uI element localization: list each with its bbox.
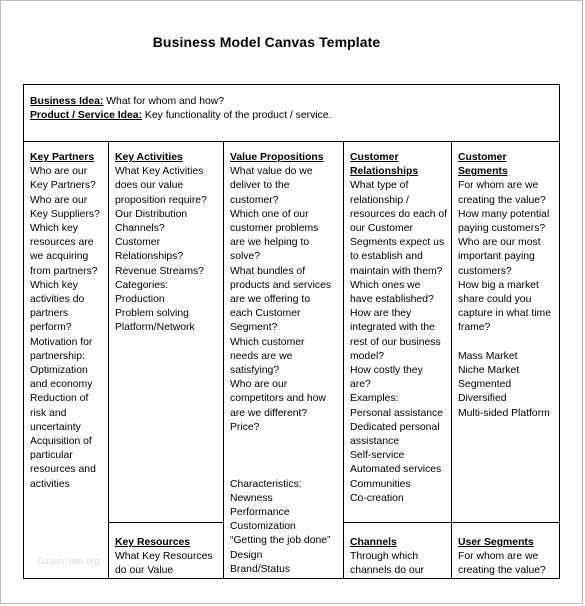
text-line: Which key (30, 279, 78, 291)
text-line: Which one of our (230, 208, 309, 220)
text-line (230, 449, 341, 463)
text-line: do our Value (115, 565, 174, 577)
key-partners-title: Key Partners (30, 152, 95, 163)
text-line: assistance (350, 436, 400, 448)
text-line: Problem solving (115, 308, 189, 320)
text-line: How are they (350, 308, 412, 320)
text-line: Segment? (230, 322, 278, 334)
text-line: Characteristics: (230, 478, 302, 490)
text-line: paying customers? (458, 223, 546, 235)
text-line: are we different? (230, 407, 308, 419)
text-line: maintain with them? (350, 265, 443, 277)
business-idea-label: Business Idea: (30, 96, 104, 107)
business-idea-row (30, 95, 559, 109)
product-idea-label: Product / Service Idea: (30, 110, 143, 121)
key-partners-section (24, 142, 108, 578)
text-line (230, 435, 341, 449)
text-line: competitors and how (230, 393, 326, 405)
value-propositions-title: Value Propositions (230, 152, 324, 163)
text-line: Motivation for (30, 336, 93, 348)
text-line: Customization (230, 521, 296, 533)
text-line: Brand/Status (230, 563, 291, 575)
text-line: How costly they (350, 365, 423, 377)
text-line: Price? (230, 421, 260, 433)
text-line: products and services (230, 279, 332, 291)
text-line: How big a market (458, 279, 539, 291)
text-line: and economy (30, 379, 93, 391)
text-line: For whom are we (458, 551, 539, 563)
text-line: important paying (458, 251, 535, 263)
text-line (458, 336, 558, 350)
text-line: Diversified (458, 393, 507, 405)
text-line: Communities (350, 478, 411, 490)
text-line: What Key Resources (115, 551, 213, 563)
text-line: capture in what time (458, 308, 551, 320)
key-resources-list (115, 550, 221, 578)
text-line: Relationships? (115, 251, 184, 263)
text-line: have established? (350, 294, 434, 306)
text-line: Customer (115, 237, 161, 249)
text-line: activities do (30, 294, 85, 306)
text-line: are? (350, 379, 371, 391)
text-line: model? (350, 350, 385, 362)
text-line: resources do each of (350, 208, 448, 220)
text-line: activities (30, 478, 70, 490)
text-line: For whom are we (458, 180, 539, 192)
text-line: What value do we (230, 166, 313, 178)
text-line: Which customer (230, 336, 305, 348)
text-line: Who are our (30, 166, 88, 178)
text-line: customers? (458, 265, 512, 277)
text-line: does our value (115, 180, 184, 192)
text-line: resources and (30, 464, 96, 476)
text-line: resources are (30, 237, 94, 249)
key-activities-list (115, 165, 221, 335)
text-line: Optimization (30, 365, 88, 377)
text-line: customer? (230, 194, 279, 206)
customer-relationships-title: Customer Relationships (350, 152, 419, 178)
text-line: satisfying? (230, 365, 280, 377)
text-line: integrated with the (350, 322, 435, 334)
text-line: Automated services (350, 464, 442, 476)
text-line: Newness (230, 492, 273, 504)
key-activities-title: Key Activities (115, 152, 183, 163)
text-line: Design (230, 549, 263, 561)
product-idea-row (30, 109, 559, 123)
text-line: Niche Market (458, 365, 520, 377)
customer-segments-section (452, 142, 560, 520)
text-line: Revenue Streams? (115, 265, 204, 277)
user-segments-title: User Segments (458, 537, 534, 548)
text-line: Production (115, 294, 165, 306)
watermark-text: Datebrown.org (37, 556, 100, 566)
customer-segments-list (458, 179, 558, 420)
channels-list (350, 550, 449, 578)
business-model-canvas (23, 84, 560, 579)
text-line: Reduction of (30, 393, 89, 405)
customer-relationships-list (350, 179, 449, 506)
product-idea-text: Key functionality of the product / service. (142, 110, 332, 121)
text-line: Mass Market (458, 350, 518, 362)
text-line (230, 463, 341, 477)
text-line: are we offering to (230, 294, 311, 306)
text-line: we acquiring (30, 251, 89, 263)
text-line: Categories: (115, 279, 169, 291)
user-segments-list (458, 550, 558, 578)
text-line: rest of our business (350, 336, 441, 348)
text-line: What bundles of (230, 265, 306, 277)
text-line: Multi-sided Platform (458, 407, 550, 419)
text-line: share could you (458, 294, 532, 306)
text-line: our Customer (350, 223, 413, 235)
text-line: Personal assistance (350, 407, 443, 419)
text-line: solve? (230, 251, 261, 263)
text-line: What Key Activities (115, 166, 204, 178)
text-line: What type of (350, 180, 409, 192)
text-line: risk and (30, 407, 67, 419)
text-line: Which key (30, 223, 78, 235)
text-line: uncertainty (30, 421, 81, 433)
text-line: Our Distribution (115, 208, 188, 220)
text-line: frame? (458, 322, 491, 334)
text-line: Co-creation (350, 492, 404, 504)
text-line: Dedicated personal (350, 421, 440, 433)
text-line: Performance (230, 507, 290, 519)
value-propositions-list (230, 165, 341, 577)
text-line: relationship / (350, 194, 409, 206)
text-line: deliver to the (230, 180, 290, 192)
value-propositions-section (224, 142, 343, 578)
text-line: “Getting the job done” (230, 535, 331, 547)
key-activities-section (109, 142, 223, 520)
text-line: How many potential (458, 208, 550, 220)
text-line: partnership: (30, 350, 85, 362)
text-line: creating the value? (458, 194, 546, 206)
text-line: Which ones we (350, 279, 421, 291)
text-line: to establish and (350, 251, 423, 263)
page-title: Business Model Canvas Template (152, 34, 381, 50)
channels-title: Channels (350, 537, 397, 548)
text-line: are we helping to (230, 237, 310, 249)
text-line: Who are our (30, 194, 88, 206)
text-line: Through which (350, 551, 419, 563)
text-line: creating the value? (458, 565, 546, 577)
text-line: Segmented (458, 379, 512, 391)
text-line: Acquisition of (30, 436, 92, 448)
text-line: Platform/Network (115, 322, 195, 334)
text-line: from partners? (30, 265, 98, 277)
text-line: Key Partners? (30, 180, 96, 192)
text-line: Who are our (230, 379, 288, 391)
text-line: perform? (30, 322, 72, 334)
text-line: partners (30, 308, 69, 320)
text-line: needs are we (230, 350, 293, 362)
customer-segments-title: Customer Segments (458, 152, 508, 178)
text-line: Channels? (115, 223, 165, 235)
key-resources-section (109, 523, 223, 578)
text-line: Who are our most (458, 237, 541, 249)
customer-relationships-section (344, 142, 451, 520)
text-line: particular (30, 450, 73, 462)
text-line: Examples: (350, 393, 399, 405)
text-line: each Customer (230, 308, 301, 320)
text-line: Key Suppliers? (30, 208, 100, 220)
text-line: channels do our (350, 565, 424, 577)
canvas-header (24, 85, 559, 142)
key-resources-title: Key Resources (115, 537, 191, 548)
key-partners-list (30, 165, 106, 492)
text-line: proposition require? (115, 194, 207, 206)
text-line: customer problems (230, 223, 319, 235)
text-line: Self-service (350, 450, 405, 462)
channels-section (344, 523, 451, 578)
business-idea-text: What for whom and how? (103, 96, 225, 107)
user-segments-section (452, 523, 560, 578)
text-line: Segments expect us (350, 237, 445, 249)
